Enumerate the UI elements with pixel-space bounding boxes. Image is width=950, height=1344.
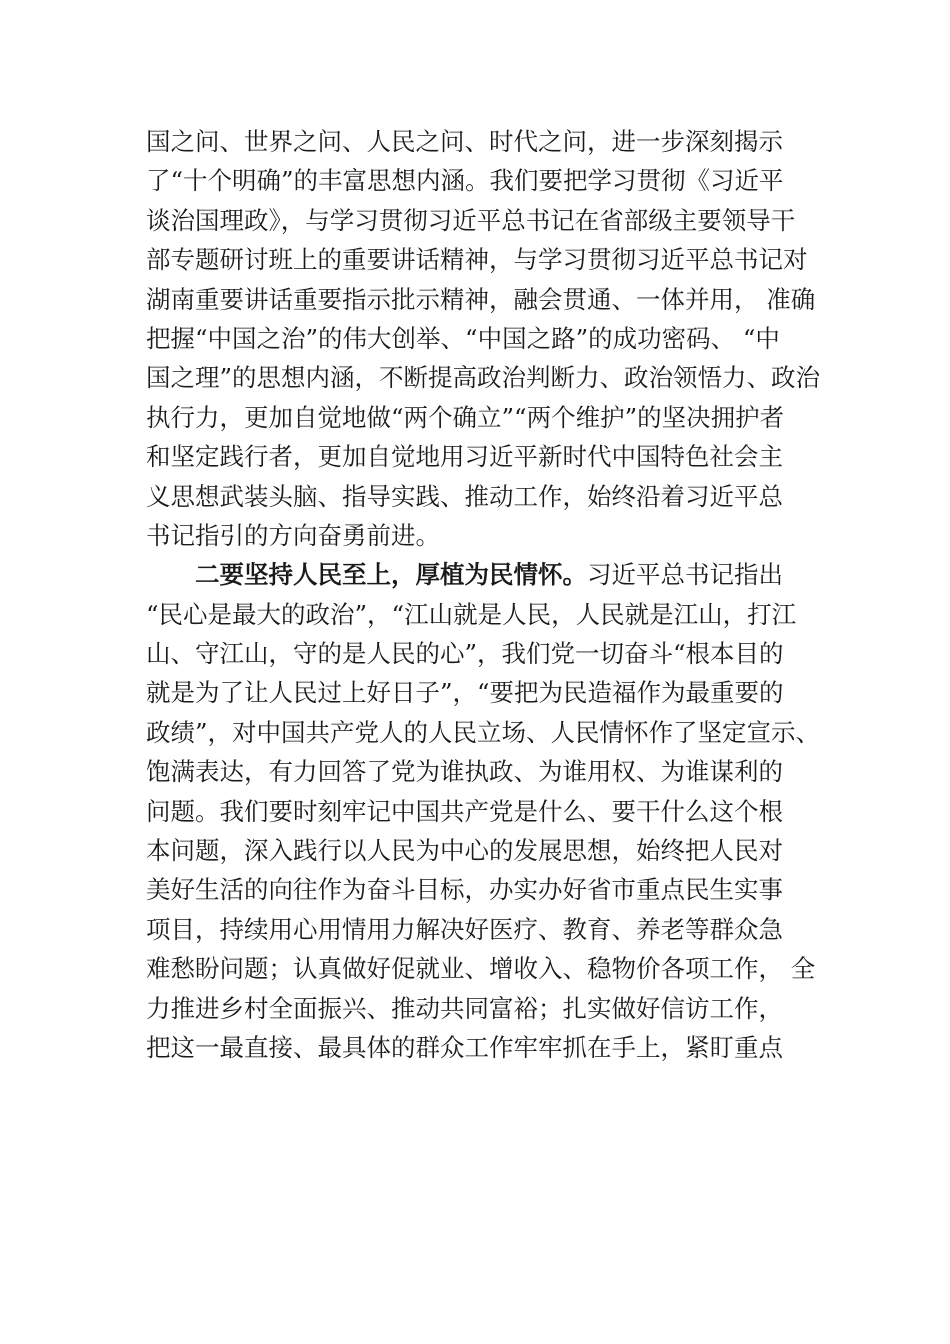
paragraph-line: 了“十个明确”的丰富思想内涵。我们要把学习贯彻《习近平: [146, 166, 784, 196]
paragraph-line: 把握“中国之治”的伟大创举、“中国之路”的成功密码、 “中: [146, 323, 780, 353]
paragraph-line: 难愁盼问题；认真做好促就业、增收入、稳物价各项工作， 全: [146, 954, 816, 984]
paragraph-line: 部专题研讨班上的重要讲话精神，与学习贯彻习近平总书记对: [146, 245, 808, 275]
paragraph-line: 政绩”，对中国共产党人的人民立场、人民情怀作了坚定宣示、: [146, 717, 821, 747]
paragraph-line: 谈治国理政》，与学习贯彻习近平总书记在省部级主要领导干: [146, 205, 796, 235]
paragraph-line: 国之理”的思想内涵，不断提高政治判断力、政治领悟力、政治: [146, 363, 821, 393]
paragraph-line: 义思想武装头脑、指导实践、推动工作，始终沿着习近平总: [146, 481, 783, 511]
paragraph-line: 就是为了让人民过上好日子”，“要把为民造福作为最重要的: [146, 678, 784, 708]
paragraph-line: 湖南重要讲话重要指示批示精神，融会贯通、一体并用， 准确: [146, 284, 816, 314]
paragraph-line: 饱满表达，有力回答了党为谁执政、为谁用权、为谁谋利的: [146, 757, 783, 787]
section-heading: 二要坚持人民至上，厚植为民情怀。: [195, 560, 587, 590]
paragraph-line: 和坚定践行者，更加自觉地用习近平新时代中国特色社会主: [146, 442, 783, 472]
paragraph-line: 力推进乡村全面振兴、推动共同富裕；扎实做好信访工作，: [146, 993, 783, 1023]
paragraph-line: 山、守江山，守的是人民的心”，我们党一切奋斗“根本目的: [146, 639, 784, 669]
paragraph-line: 把这一最直接、最具体的群众工作牢牢抓在手上，紧盯重点: [146, 1032, 783, 1062]
paragraph-first-line: [146, 555, 826, 594]
paragraph-line-text: 习近平总书记指出: [587, 560, 783, 590]
paragraph-line: 项目，持续用心用情用力解决好医疗、教育、养老等群众急: [146, 914, 783, 944]
paragraph-1: [146, 122, 826, 555]
paragraph-line: 执行力，更加自觉地做“两个确立”“两个维护”的坚决拥护者: [146, 402, 785, 432]
paragraph-line: 国之问、世界之问、人民之问、时代之问，进一步深刻揭示: [146, 127, 783, 156]
document-body: [146, 122, 826, 1067]
paragraph-line: 问题。我们要时刻牢记中国共产党是什么、要干什么这个根: [146, 796, 783, 826]
paragraph-line: 本问题，深入践行以人民为中心的发展思想，始终把人民对: [146, 836, 783, 866]
paragraph-line: “民心是最大的政治”，“江山就是人民，人民就是江山，打江: [146, 599, 797, 629]
paragraph-line: 美好生活的向往作为奋斗目标，办实办好省市重点民生实事: [146, 875, 783, 905]
paragraph-2: [146, 555, 826, 1067]
paragraph-line: 书记指引的方向奋勇前进。: [146, 520, 440, 550]
